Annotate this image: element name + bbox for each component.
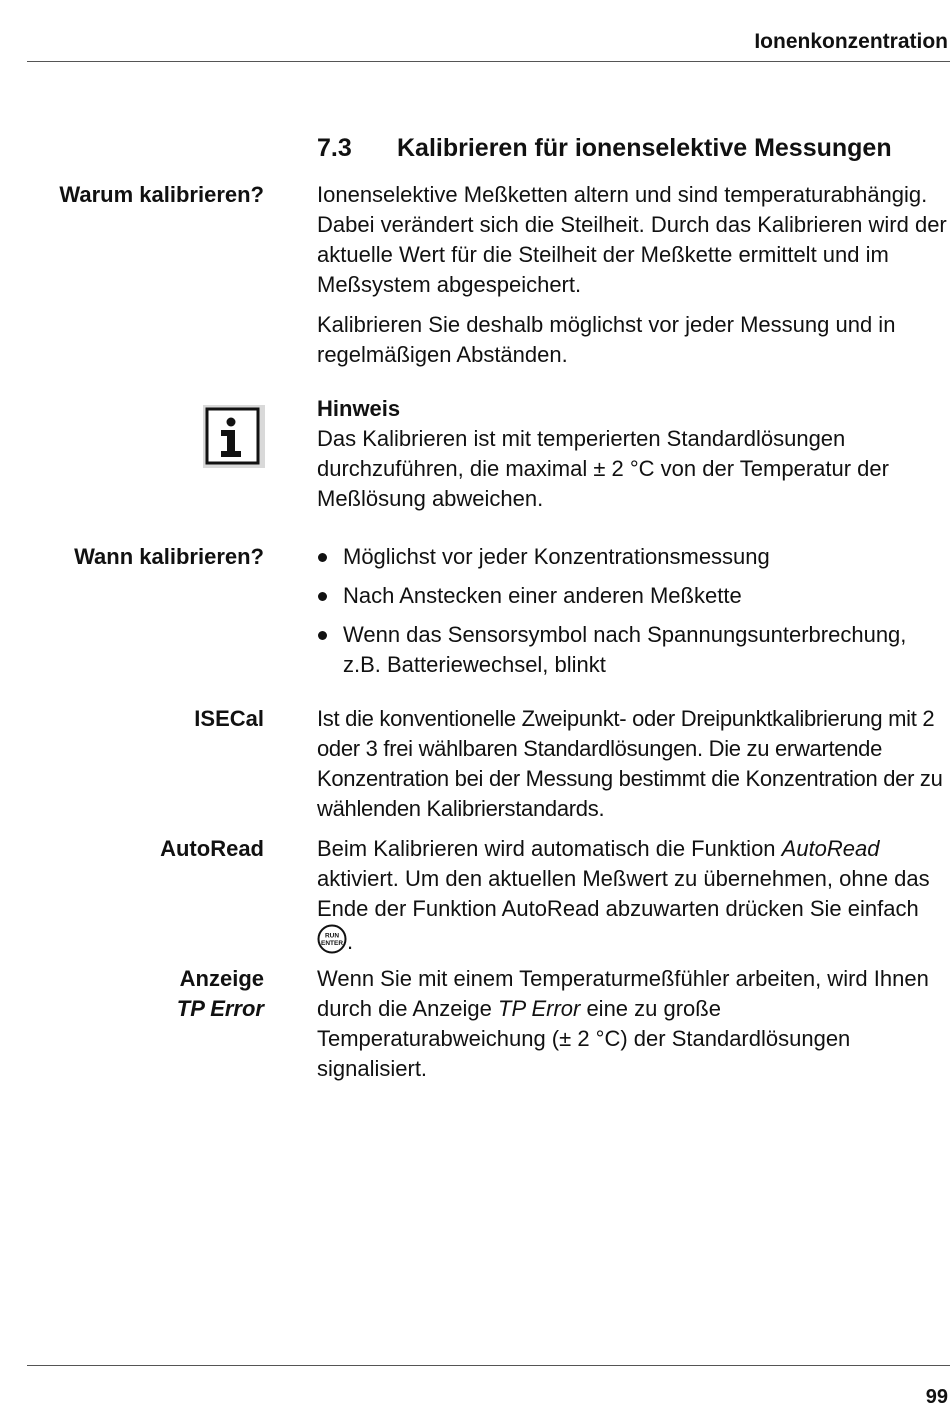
- wann-list: [317, 542, 949, 689]
- info-icon: [203, 405, 265, 468]
- anzeige-label-line1: Anzeige: [179, 966, 264, 991]
- key-label-line1: RUN: [324, 932, 340, 940]
- anzeige-label-line2: TP Error: [176, 996, 264, 1021]
- section-title: Kalibrieren für ionenselektive Messungen: [397, 134, 892, 162]
- run-enter-key-icon: [317, 924, 347, 954]
- autoread-text: Beim Kalibrieren wird automatisch die Funktion AutoRead aktiviert. Um den aktuellen Meßwert zu übernehmen, ohne das Ende der Funktion AutoRead abzuwarten drücken Sie einfach RUN ENTER .: [317, 836, 930, 954]
- anzeige-text: Wenn Sie mit einem Temperaturmeßfühler arbeiten, wird Ihnen durch die Anzeige TP Error eine zu große Temperaturabweichung (± 2 °C) der Standardlösungen signalisiert.: [317, 966, 929, 1081]
- note-block: [317, 394, 949, 514]
- list-item: Wenn das Sensorsymbol nach Spannungsunterbrechung, z.B. Batteriewechsel, blinkt: [317, 620, 949, 680]
- autoread-label: AutoRead: [160, 836, 264, 861]
- running-header-title: Ionenkonzentration: [754, 30, 948, 53]
- anzeige-label: [177, 964, 264, 1024]
- list-item: Möglichst vor jeder Konzentrationsmessung: [317, 542, 949, 572]
- section-heading: [317, 134, 892, 163]
- bullet-icon: [318, 631, 327, 640]
- key-label-line2: ENTER: [320, 940, 344, 947]
- isecal-text: Ist die konventionelle Zweipunkt- oder Dreipunktkalibrierung mit 2 oder 3 frei wählbaren Standardlösungen. Die zu erwartende Konzentration bei der Messung bestimmt die Konzentration der zu wählenden Kalibrierstandards.: [317, 706, 943, 821]
- section-number: 7.3: [317, 134, 352, 162]
- isecal-label: ISECal: [194, 706, 264, 731]
- warum-label: Warum kalibrieren?: [59, 182, 264, 207]
- wann-label: Wann kalibrieren?: [74, 544, 264, 569]
- list-item: Nach Anstecken einer anderen Meßkette: [317, 581, 949, 611]
- note-text: Das Kalibrieren ist mit temperierten Standardlösungen durchzuführen, die maximal ± 2 °C von der Temperatur der Meßlösung abweichen.: [317, 426, 889, 511]
- note-heading: Hinweis: [317, 396, 401, 421]
- bullet-icon: [318, 553, 327, 562]
- warum-paragraph-2: Kalibrieren Sie deshalb möglichst vor jeder Messung und in regelmäßigen Abständen.: [317, 312, 896, 367]
- bullet-icon: [318, 592, 327, 601]
- footer-rule: [27, 1365, 950, 1366]
- warum-paragraph-1: Ionenselektive Meßketten altern und sind temperaturabhängig. Dabei verändert sich die Steilheit. Durch das Kalibrieren wird der aktuelle Wert für die Steilheit der Meßkette ermittelt und im Meßsystem abgespeichert.: [317, 182, 947, 297]
- header-rule: [27, 61, 950, 62]
- page-number: 99: [925, 1386, 948, 1408]
